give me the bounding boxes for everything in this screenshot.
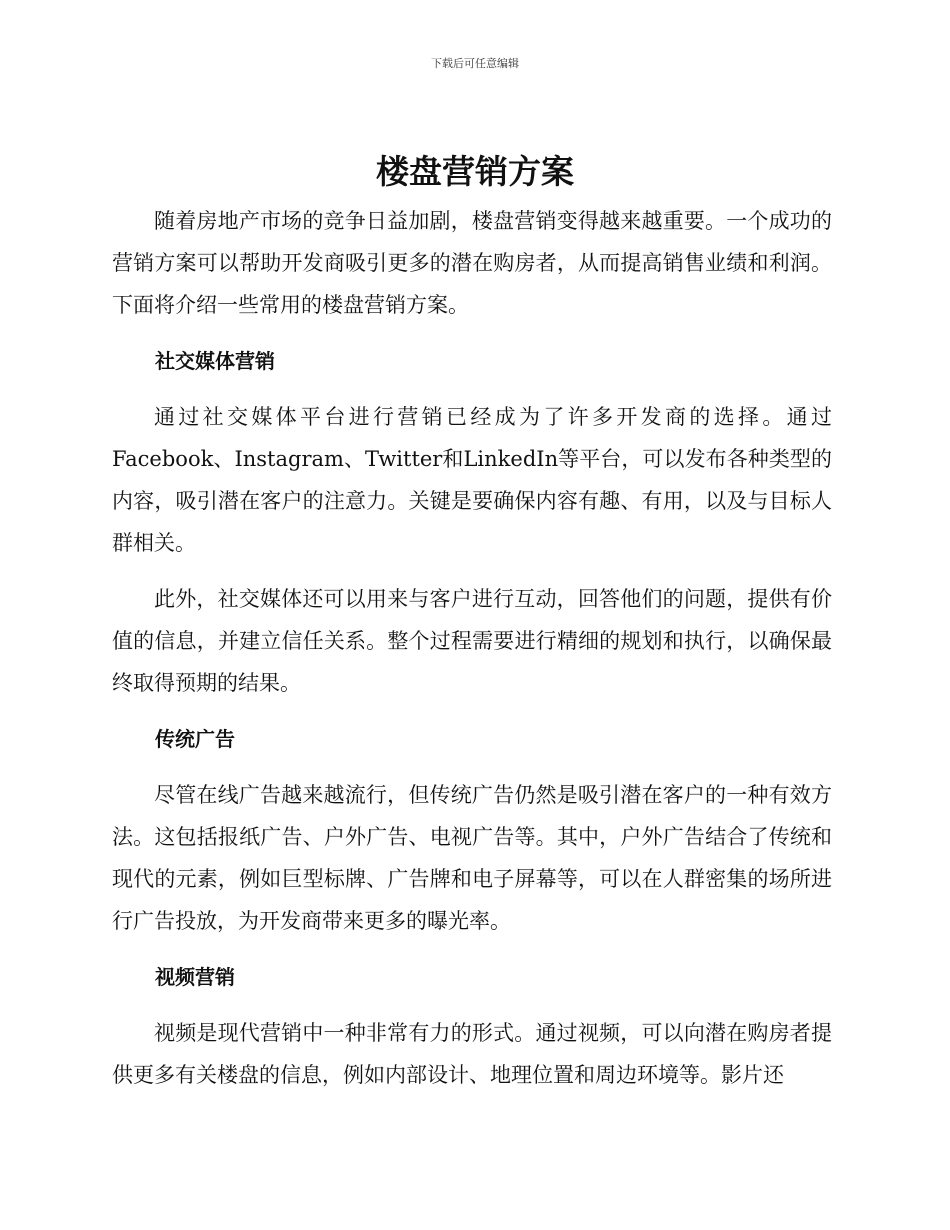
section-social-media bbox=[112, 340, 832, 704]
section-traditional-ads bbox=[112, 718, 832, 942]
document-body bbox=[112, 200, 832, 1096]
section-paragraph: 通过社交媒体平台进行营销已经成为了许多开发商的选择。通过Facebook、Instagram、Twitter和LinkedIn等平台，可以发布各种类型的内容，吸引潜在客户的注意力。关键是要确保内容有趣、有用，以及与目标人群相关。 bbox=[112, 405, 832, 555]
document-title: 楼盘营销方案 bbox=[376, 152, 574, 191]
intro-paragraph: 随着房地产市场的竞争日益加剧，楼盘营销变得越来越重要。一个成功的营销方案可以帮助开发商吸引更多的潜在购房者，从而提高销售业绩和利润。下面将介绍一些常用的楼盘营销方案。 bbox=[112, 209, 832, 317]
section-paragraph: 此外，社交媒体还可以用来与客户进行互动，回答他们的问题，提供有价值的信息，并建立信任关系。整个过程需要进行精细的规划和执行，以确保最终取得预期的结果。 bbox=[112, 587, 832, 695]
section-heading: 社交媒体营销 bbox=[155, 349, 275, 373]
section-paragraph: 视频是现代营销中一种非常有力的形式。通过视频，可以向潜在购房者提供更多有关楼盘的信息，例如内部设计、地理位置和周边环境等。影片还 bbox=[112, 1021, 832, 1087]
section-heading: 视频营销 bbox=[155, 965, 235, 989]
section-video-marketing bbox=[112, 956, 832, 1096]
section-heading: 传统广告 bbox=[155, 727, 235, 751]
header-note: 下载后可任意编辑 bbox=[431, 57, 519, 70]
section-paragraph: 尽管在线广告越来越流行，但传统广告仍然是吸引潜在客户的一种有效方法。这包括报纸广告、户外广告、电视广告等。其中，户外广告结合了传统和现代的元素，例如巨型标牌、广告牌和电子屏幕等，可以在人群密集的场所进行广告投放，为开发商带来更多的曝光率。 bbox=[112, 783, 832, 933]
